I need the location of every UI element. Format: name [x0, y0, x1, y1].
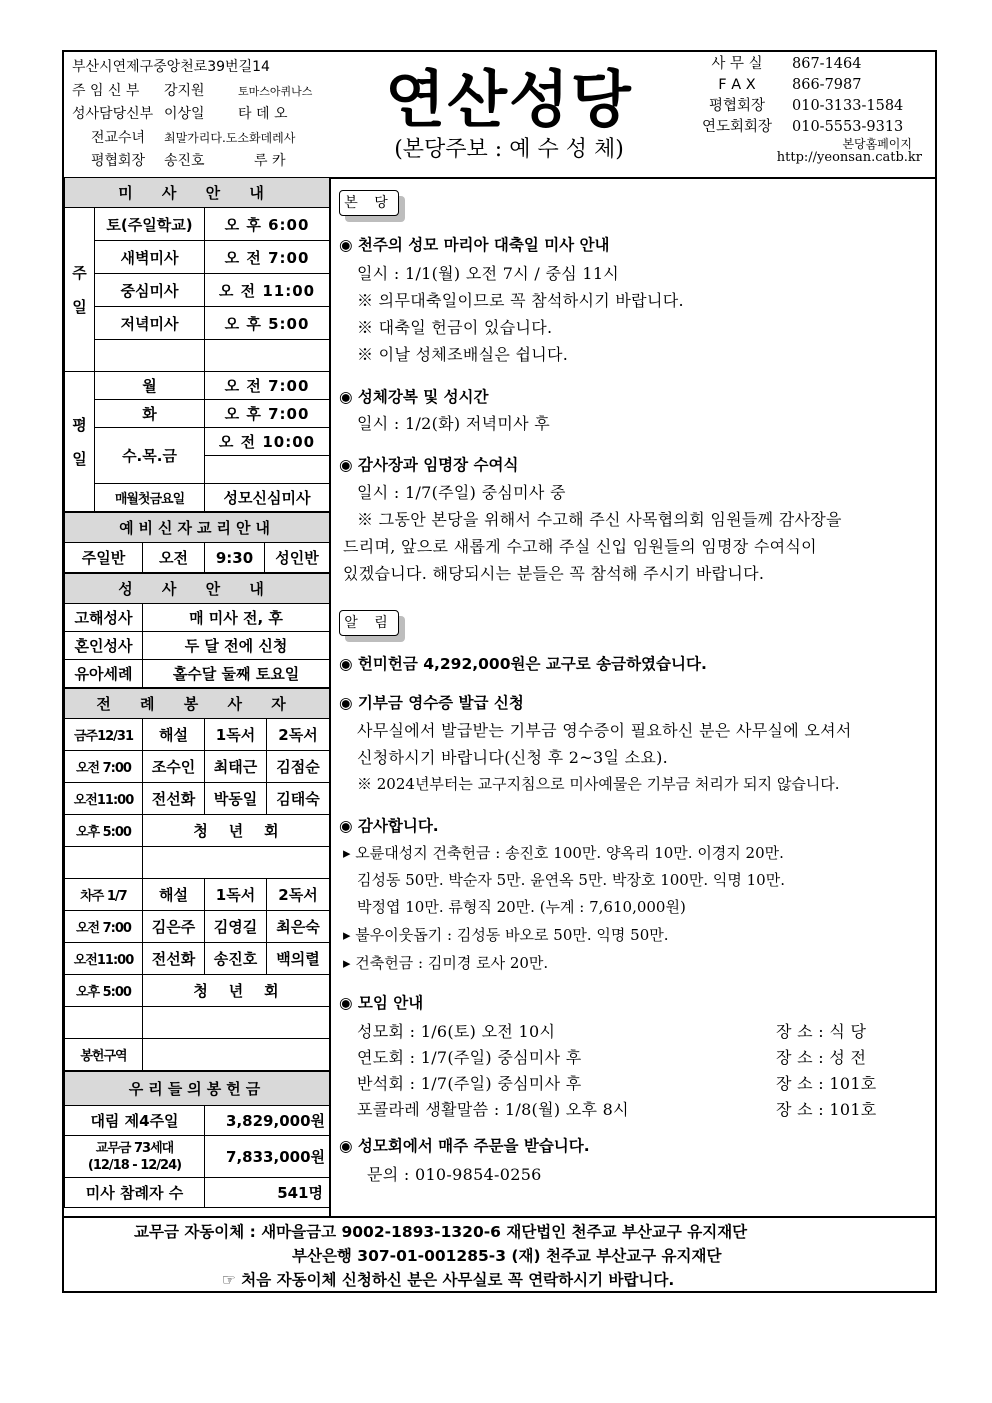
catechumen-title: 예비신자교리안내 — [65, 513, 330, 543]
sisters-row: 전교수녀 최말가리다.도소화데레사 — [90, 129, 296, 146]
table-row: 오전 7:00 조수인 최태근 김점순 — [65, 751, 330, 783]
liturgy-title: 전 례 봉 사 자 — [65, 689, 330, 719]
mass-table: 미 사 안 내 주 일 토(주일학교) 오 후 6:00 새벽미사 오 전 7:00 중심미사 오 전 11:00 저녁미사 오 후 5:00 평 일 월 오 전 7:00 화 오 후 7:00 수.목.금 오 전 10:00 매월첫금요일 성모신심미사 — [64, 177, 330, 512]
parish-section-tag: 본 당 — [339, 190, 399, 216]
sunday-label: 주 일 — [65, 208, 95, 372]
president-phone: 010-3133-1584 — [792, 98, 904, 114]
sacrament-title: 성 사 안 내 — [65, 574, 330, 604]
notice-section-tag: 알 림 — [339, 610, 399, 636]
section-heading: ◉ 감사합니다. — [339, 817, 439, 835]
weekday-label: 평 일 — [65, 372, 95, 512]
table-row: 오전11:00 전선화 송진호 백의렬 — [65, 943, 330, 975]
table-row: 오후 5:00 청 년 회 — [65, 815, 330, 847]
section-heading: ◉ 천주의 성모 마리아 대축일 미사 안내 — [339, 236, 610, 254]
assistant-priest-row: 성사담당신부 이상일 타 데 오 — [72, 106, 288, 122]
council-president-row: 평협회장 송진호 루 카 — [90, 153, 286, 169]
bulletin-sheet — [62, 50, 937, 1293]
table-row: 오전 7:00 김은주 김영길 최은숙 — [65, 911, 330, 943]
section-heading: ◉ 성체강복 및 성시간 — [339, 388, 489, 406]
right-column: 본 당 ◉ 천주의 성모 마리아 대축일 미사 안내 일시 : 1/1(월) 오전 7시 / 중심 11시 ※ 의무대축일이므로 꼭 참석하시기 바랍니다. ※ 대축일 헌금이 있습니다. ※ 이날 성체조배실은 쉽니다. ◉ 성체강복 및 성시간 일시 : 1/2(화) 저녁미사 후 ◉ 감사장과 임명장 수여식 일시 : 1/7(주일) 중심미사 중 ※ 그동안 본당을 위해서 수고해 주신 사목협의회 임원들께 감사장을 드리며, 앞으로 새롭게 수고해 주실 신입 임원들의 임명장 수여식이 있겠습니다. 해당되시는 분들은 꼭 참석해 주시기 바랍니다. 알 림 ◉ 헌미헌금 4,292,000원은 교구로 송금하였습니다. ◉ 기부금 영수증 발급 신청 사무실에서 발급받는 기부금 영수증이 필요하신 분은 사무실에 오셔서 신청하시기 바랍니다(신청 후 2~3일 소요). ※ 2024년부터는 교구지침으로 미사예물은 기부금 처리가 되지 않습니다. ◉ 감사합니다. ▸ 오륜대성지 건축헌금 : 송진호 100만. 양옥리 10만. 이경지 20만. 김성동 50만. 박순자 5만. 윤연옥 5만. 박장호 100만. 익명 10만. 박정엽 10만. 류형직 20만. (누계 : 7,610,000원) ▸ 불우이웃돕기 : 김성동 바오로 50만. 익명 50만. ▸ 건축헌금 : 김미경 로사 20만. ◉ 모임 안내 성모회 : 1/6(토) 오전 10시 장 소 : 식 당 연도회 : 1/7(주일) 중심미사 후 장 소 : 성 전 반석회 : 1/7(주일) 중심미사 후 장 소 : 101호 포콜라레 생활말씀 : 1/8(월) 오후 8시 장 소 : 101호 ◉ 성모회에서 매주 주문을 받습니다. 문의 : 010-9854-0256 — [331, 177, 935, 1216]
footer-account-1: 교무금 자동이체 : 새마을금고 9002-1893-1320-6 재단법인 천주교 부산교구 유지재단 — [134, 1223, 748, 1241]
table-row: 오후 5:00 청 년 회 — [65, 975, 330, 1007]
section-heading: ◉ 감사장과 임명장 수여식 — [339, 456, 519, 474]
header-contacts: 사 무 실 867-1464 F A X 866-7987 평협회장 010-3133-1584 연도회회장 010-5553-9313 본당홈페이지 http://yeonsan.catb.kr — [682, 54, 932, 165]
left-column — [64, 177, 331, 1216]
offering-title: 우리들의봉헌금 — [65, 1072, 330, 1106]
section-heading: ◉ 헌미헌금 4,292,000원은 교구로 송금하였습니다. — [339, 655, 707, 673]
header — [64, 52, 935, 179]
section-heading: ◉ 모임 안내 — [339, 994, 424, 1012]
sacrament-table: 성 사 안 내 고해성사 매 미사 전, 후 혼인성사 두 달 전에 신청 유아세례 홀수달 둘째 토요일 — [64, 573, 330, 688]
catechumen-table: 예비신자교리안내 주일반 오전 9:30 성인반 — [64, 512, 330, 573]
footer-note: ☞ 처음 자동이체 신청하신 분은 사무실로 꼭 연락하시기 바랍니다. — [222, 1271, 675, 1289]
homepage-link[interactable]: http://yeonsan.catb.kr — [776, 150, 922, 165]
parish-address: 부산시연제구중앙천로39번길14 — [72, 59, 270, 75]
footer — [64, 1216, 935, 1293]
footer-account-2: 부산은행 307-01-001285-3 (재) 천주교 부산교구 유지재단 — [292, 1247, 722, 1265]
liturgy-table: 전 례 봉 사 자 금주12/31 해설 1독서 2독서 오전 7:00 조수인 최태근 김점순 오전11:00 전선화 박동일 김태숙 오후 5:00 청 년 회 차주 1/7 해설 1독서 2독서 오전 7:00 김은주 김영길 최은숙 오전11:00 전선화 송진호 백의렬 오후 5:00 청 년 회 봉헌구역 — [64, 688, 330, 1071]
office-phone: 867-1464 — [792, 56, 862, 72]
fax-number: 866-7987 — [792, 77, 862, 93]
section-heading: ◉ 성모회에서 매주 주문을 받습니다. — [339, 1137, 590, 1155]
table-row: 오전11:00 전선화 박동일 김태숙 — [65, 783, 330, 815]
page-subtitle: (본당주보 : 예 수 성 체) — [394, 137, 624, 162]
page-title: 연산성당 — [385, 63, 633, 136]
header-info-left — [72, 56, 342, 174]
homepage-label: 본당홈페이지 — [842, 137, 912, 151]
pastor-row: 주 임 신 부 강지원 토마스아퀴나스 — [72, 82, 313, 99]
offering-table: 우리들의봉헌금 대림 제4주일 3,829,000원 교무금 73세대 (12/18 - 12/24) 7,833,000원 미사 참례자 수 541명 — [64, 1071, 330, 1208]
yeondo-phone: 010-5553-9313 — [792, 119, 904, 135]
section-heading: ◉ 기부금 영수증 발급 신청 — [339, 694, 524, 712]
mass-title: 미 사 안 내 — [65, 178, 330, 208]
